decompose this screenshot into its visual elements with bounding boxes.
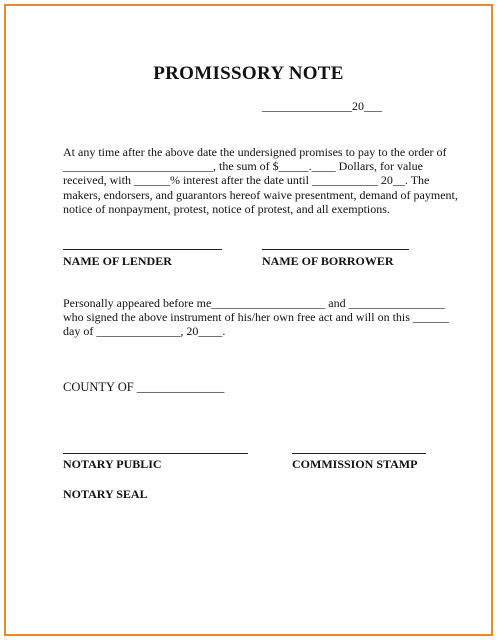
notary-seal-label: NOTARY SEAL <box>63 487 148 501</box>
document-title: PROMISSORY NOTE <box>153 63 344 84</box>
body-line: received, with ______% interest after the date until ___________ 20__. The <box>63 173 430 188</box>
body-line: notice of nonpayment, protest, notice of protest, and all exemptions. <box>63 201 390 216</box>
notary-signature-line <box>63 453 248 454</box>
acknowledgment-line: Personally appeared before me___________________ and ________________ <box>63 296 445 310</box>
acknowledgment-line: who signed the above instrument of his/her own free act and will on this ______ <box>63 310 449 325</box>
notary-public-label: NOTARY PUBLIC <box>63 457 162 471</box>
body-line: At any time after the above date the undersigned promises to pay to the order of <box>63 145 447 159</box>
borrower-label: NAME OF BORROWER <box>262 254 394 268</box>
county-field: COUNTY OF ______________ <box>63 380 225 394</box>
note-body <box>63 145 458 216</box>
date-field: _______________20___ <box>262 99 382 113</box>
lender-label: NAME OF LENDER <box>63 254 172 268</box>
body-line: _________________________, the sum of $_____.____ Dollars, for value <box>63 159 423 174</box>
body-line: makers, endorsers, and guarantors hereof waive presentment, demand of payment, <box>63 187 458 202</box>
commission-stamp-label: COMMISSION STAMP <box>292 457 418 471</box>
acknowledgment-line: day of ______________, 20____. <box>63 324 226 339</box>
stamp-line <box>292 453 426 454</box>
borrower-signature-line <box>262 249 409 250</box>
acknowledgment <box>63 296 449 339</box>
lender-signature-line <box>63 249 222 250</box>
